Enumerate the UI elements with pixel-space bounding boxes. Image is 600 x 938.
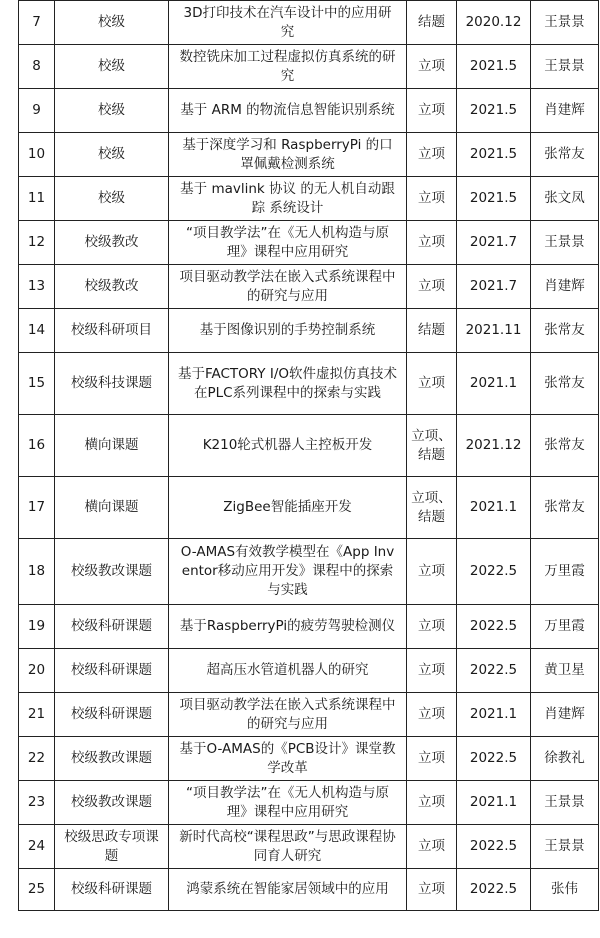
- table-row: [19, 539, 599, 605]
- table-row: [19, 477, 599, 539]
- project-leader: 张常友: [531, 133, 599, 177]
- table-row: [19, 133, 599, 177]
- project-status: 立项: [407, 353, 457, 415]
- project-title: 3D打印技术在汽车设计中的应用研究: [169, 1, 407, 45]
- project-title: O-AMAS有效教学模型在《App Inventor移动应用开发》课程中的探索与实践: [169, 539, 407, 605]
- project-level: 校级教改课题: [55, 539, 169, 605]
- project-title: 基于深度学习和 RaspberryPi 的口 罩佩戴检测系统: [169, 133, 407, 177]
- row-number: 10: [19, 133, 55, 177]
- project-title: 基于图像识别的手势控制系统: [169, 309, 407, 353]
- project-status: 立项: [407, 605, 457, 649]
- project-date: 2021.1: [457, 477, 531, 539]
- row-number: 19: [19, 605, 55, 649]
- project-title: 数控铣床加工过程虚拟仿真系统的研究: [169, 45, 407, 89]
- project-title: 基于 ARM 的物流信息智能识别系统: [169, 89, 407, 133]
- project-status: 立项: [407, 177, 457, 221]
- project-level: 校级教改课题: [55, 737, 169, 781]
- table-row: [19, 89, 599, 133]
- project-date: 2021.11: [457, 309, 531, 353]
- project-level: 校级: [55, 89, 169, 133]
- row-number: 8: [19, 45, 55, 89]
- row-number: 11: [19, 177, 55, 221]
- project-title: 项目驱动教学法在嵌入式系统课程中的研究与应用: [169, 265, 407, 309]
- table-row: [19, 45, 599, 89]
- row-number: 9: [19, 89, 55, 133]
- project-status: 立项: [407, 45, 457, 89]
- row-number: 23: [19, 781, 55, 825]
- project-leader: 王景景: [531, 825, 599, 869]
- table-row: [19, 353, 599, 415]
- project-table-sheet: [18, 0, 598, 911]
- project-level: 校级教改: [55, 221, 169, 265]
- project-title: K210轮式机器人主控板开发: [169, 415, 407, 477]
- project-level: 校级科研课题: [55, 869, 169, 911]
- project-leader: 张文凤: [531, 177, 599, 221]
- row-number: 16: [19, 415, 55, 477]
- project-date: 2021.1: [457, 693, 531, 737]
- project-level: 校级: [55, 133, 169, 177]
- project-leader: 黄卫星: [531, 649, 599, 693]
- table-row: [19, 781, 599, 825]
- project-leader: 张伟: [531, 869, 599, 911]
- project-status: 立项: [407, 221, 457, 265]
- project-status: 立项、结题: [407, 415, 457, 477]
- project-table-body: [19, 1, 599, 911]
- project-date: 2021.1: [457, 353, 531, 415]
- row-number: 14: [19, 309, 55, 353]
- project-title: 鸿蒙系统在智能家居领域中的应用: [169, 869, 407, 911]
- table-row: [19, 737, 599, 781]
- table-row: [19, 825, 599, 869]
- project-date: 2021.5: [457, 89, 531, 133]
- project-status: 立项: [407, 693, 457, 737]
- row-number: 20: [19, 649, 55, 693]
- project-date: 2022.5: [457, 539, 531, 605]
- project-title: 基于O-AMAS的《PCB设计》课堂教学改革: [169, 737, 407, 781]
- project-status: 结题: [407, 1, 457, 45]
- project-leader: 王景景: [531, 221, 599, 265]
- project-level: 校级科研课题: [55, 605, 169, 649]
- project-status: 立项: [407, 825, 457, 869]
- project-date: 2022.5: [457, 605, 531, 649]
- table-row: [19, 649, 599, 693]
- project-level: 校级教改课题: [55, 781, 169, 825]
- project-date: 2021.5: [457, 45, 531, 89]
- project-status: 立项: [407, 649, 457, 693]
- row-number: 24: [19, 825, 55, 869]
- table-row: [19, 605, 599, 649]
- project-status: 立项: [407, 89, 457, 133]
- row-number: 12: [19, 221, 55, 265]
- project-status: 立项: [407, 265, 457, 309]
- row-number: 18: [19, 539, 55, 605]
- project-title: 项目驱动教学法在嵌入式系统课程中的研究与应用: [169, 693, 407, 737]
- project-date: 2022.5: [457, 825, 531, 869]
- table-row: [19, 221, 599, 265]
- table-row: [19, 309, 599, 353]
- table-row: [19, 265, 599, 309]
- project-title: 超高压水管道机器人的研究: [169, 649, 407, 693]
- table-row: [19, 869, 599, 911]
- table-row: [19, 1, 599, 45]
- project-level: 校级: [55, 45, 169, 89]
- project-leader: 万里霞: [531, 539, 599, 605]
- project-leader: 万里霞: [531, 605, 599, 649]
- project-status: 立项: [407, 869, 457, 911]
- project-level: 横向课题: [55, 477, 169, 539]
- project-date: 2022.5: [457, 869, 531, 911]
- project-leader: 张常友: [531, 415, 599, 477]
- row-number: 17: [19, 477, 55, 539]
- row-number: 15: [19, 353, 55, 415]
- project-title: 新时代高校“课程思政”与思政课程协同育人研究: [169, 825, 407, 869]
- project-leader: 肖建辉: [531, 693, 599, 737]
- project-status: 立项: [407, 539, 457, 605]
- project-title: ZigBee智能插座开发: [169, 477, 407, 539]
- project-date: 2022.5: [457, 737, 531, 781]
- project-level: 校级思政专项课题: [55, 825, 169, 869]
- project-title: 基于RaspberryPi的疲劳驾驶检测仪: [169, 605, 407, 649]
- project-status: 立项: [407, 737, 457, 781]
- row-number: 21: [19, 693, 55, 737]
- project-status: 立项: [407, 781, 457, 825]
- project-title: 基于 mavlink 协议 的无人机自动跟踪 系统设计: [169, 177, 407, 221]
- project-level: 校级教改: [55, 265, 169, 309]
- row-number: 7: [19, 1, 55, 45]
- project-status: 结题: [407, 309, 457, 353]
- project-leader: 王景景: [531, 45, 599, 89]
- table-row: [19, 177, 599, 221]
- project-level: 校级: [55, 1, 169, 45]
- project-title: “项目教学法”在《无人机构造与原理》课程中应用研究: [169, 221, 407, 265]
- project-leader: 张常友: [531, 353, 599, 415]
- project-date: 2021.1: [457, 781, 531, 825]
- project-level: 校级: [55, 177, 169, 221]
- project-title: “项目教学法”在《无人机构造与原理》课程中应用研究: [169, 781, 407, 825]
- table-row: [19, 415, 599, 477]
- project-leader: 徐教礼: [531, 737, 599, 781]
- project-date: 2022.5: [457, 649, 531, 693]
- project-leader: 肖建辉: [531, 89, 599, 133]
- project-level: 横向课题: [55, 415, 169, 477]
- project-level: 校级科技课题: [55, 353, 169, 415]
- project-level: 校级科研课题: [55, 693, 169, 737]
- row-number: 22: [19, 737, 55, 781]
- project-date: 2021.12: [457, 415, 531, 477]
- project-leader: 张常友: [531, 309, 599, 353]
- project-leader: 张常友: [531, 477, 599, 539]
- project-level: 校级科研项目: [55, 309, 169, 353]
- project-date: 2021.5: [457, 177, 531, 221]
- table-row: [19, 693, 599, 737]
- project-table: [18, 0, 599, 911]
- project-title: 基于FACTORY I/O软件虚拟仿真技术在PLC系列课程中的探索与实践: [169, 353, 407, 415]
- project-leader: 王景景: [531, 781, 599, 825]
- project-date: 2021.5: [457, 133, 531, 177]
- project-leader: 肖建辉: [531, 265, 599, 309]
- row-number: 13: [19, 265, 55, 309]
- row-number: 25: [19, 869, 55, 911]
- project-status: 立项、结题: [407, 477, 457, 539]
- project-date: 2020.12: [457, 1, 531, 45]
- project-status: 立项: [407, 133, 457, 177]
- project-date: 2021.7: [457, 265, 531, 309]
- project-level: 校级科研课题: [55, 649, 169, 693]
- project-date: 2021.7: [457, 221, 531, 265]
- project-leader: 王景景: [531, 1, 599, 45]
